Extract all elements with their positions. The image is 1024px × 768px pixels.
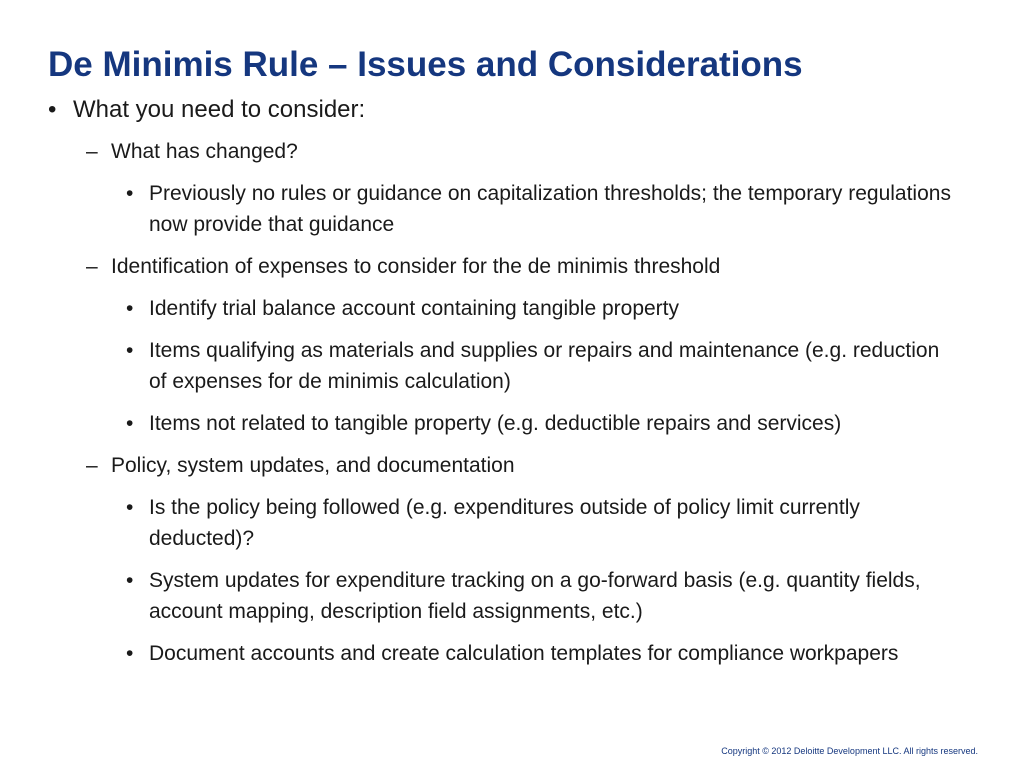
- bullet-marker: •: [126, 297, 134, 320]
- subheading-policy: [86, 450, 991, 481]
- subheading-what-has-changed: [86, 136, 991, 167]
- bullet-text: What you need to consider:: [73, 96, 366, 123]
- slide-title: De Minimis Rule – Issues and Considerations: [48, 45, 803, 84]
- bullet-marker: •: [126, 496, 134, 519]
- bullet-text: System updates for expenditure tracking on a go-forward basis (e.g. quantity fields, account mapping, description field assignments, etc.): [149, 569, 921, 623]
- bullet-level3: [126, 565, 959, 627]
- bullet-marker: •: [126, 182, 134, 205]
- bullet-level3: [126, 178, 959, 240]
- dash-marker: –: [86, 454, 98, 477]
- bullet-text: Identify trial balance account containing tangible property: [149, 297, 680, 320]
- bullet-level1: [48, 94, 1003, 126]
- dash-marker: –: [86, 255, 98, 278]
- bullet-text: Items qualifying as materials and supplies or repairs and maintenance (e.g. reduction of expenses for de minimis calculation): [149, 339, 940, 393]
- bullet-marker: •: [126, 569, 134, 592]
- bullet-level3: [126, 293, 959, 324]
- bullet-level3: [126, 638, 959, 669]
- subheading-text: Identification of expenses to consider for the de minimis threshold: [111, 255, 721, 278]
- bullet-level3: [126, 335, 959, 397]
- bullet-marker: •: [126, 339, 134, 362]
- bullet-text: Document accounts and create calculation templates for compliance workpapers: [149, 642, 899, 665]
- subheading-text: What has changed?: [111, 140, 298, 163]
- bullet-marker: •: [126, 412, 134, 435]
- bullet-marker: •: [48, 96, 57, 123]
- bullet-text: Items not related to tangible property (e.g. deductible repairs and services): [149, 412, 842, 435]
- dash-marker: –: [86, 140, 98, 163]
- bullet-marker: •: [126, 642, 134, 665]
- bullet-level3: [126, 408, 959, 439]
- copyright-notice: Copyright © 2012 Deloitte Development LLC. All rights reserved.: [721, 746, 978, 756]
- bullet-text: Is the policy being followed (e.g. expenditures outside of policy limit currently deducted)?: [149, 496, 860, 550]
- bullet-text: Previously no rules or guidance on capitalization thresholds; the temporary regulations now provide that guidance: [149, 182, 951, 236]
- slide-content: [0, 94, 1024, 669]
- subheading-text: Policy, system updates, and documentation: [111, 454, 515, 477]
- subheading-identification: [86, 251, 991, 282]
- bullet-level3: [126, 492, 959, 554]
